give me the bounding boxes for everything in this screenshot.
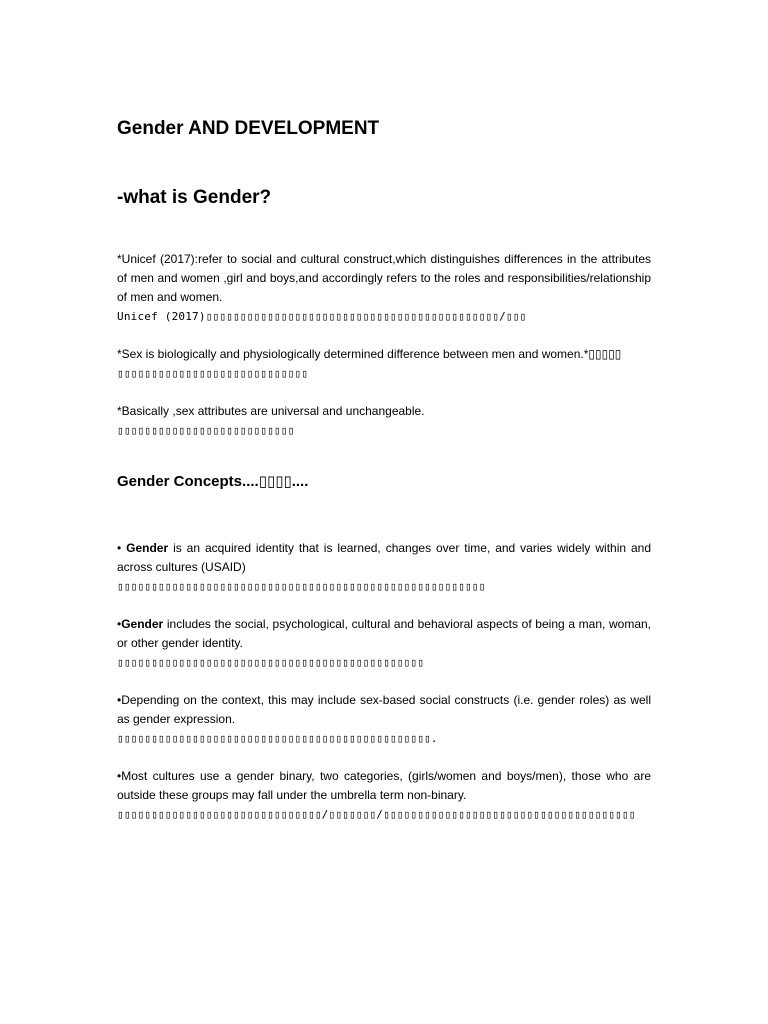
- bullet-2-text: includes the social, psychological, cultural and behavioral aspects of being a man, woman, or other gender identity.: [117, 617, 651, 650]
- gender-concept-bullet-1: [117, 539, 651, 596]
- sex-attributes-text: *Basically ,sex attributes are universal and unchangeable.: [117, 404, 425, 418]
- gender-concept-bullet-4: [117, 767, 651, 824]
- gender-term: Gender: [121, 617, 164, 631]
- unicef-definition-paragraph: [117, 250, 651, 326]
- gender-concept-bullet-2: [117, 615, 651, 672]
- bullet-1-text: is an acquired identity that is learned, changes over time, and varies widely within and across cultures (USAID): [117, 541, 651, 574]
- document-title: Gender AND DEVELOPMENT: [117, 118, 380, 139]
- sex-definition-translation: ▯▯▯▯▯▯▯▯▯▯▯▯▯▯▯▯▯▯▯▯▯▯▯▯▯▯▯▯: [117, 367, 309, 380]
- sex-attributes-paragraph: [117, 402, 651, 440]
- gender-concept-bullet-3: [117, 691, 651, 748]
- sex-definition-text: *Sex is biologically and physiologically determined difference between men and women.*▯▯▯▯▯: [117, 347, 622, 361]
- gender-concepts-heading: Gender Concepts....▯▯▯▯....: [117, 473, 309, 490]
- bullet-3-text: •Depending on the context, this may include sex-based social constructs (i.e. gender roles) as well as gender expression.: [117, 693, 651, 726]
- bullet-4-translation: ▯▯▯▯▯▯▯▯▯▯▯▯▯▯▯▯▯▯▯▯▯▯▯▯▯▯▯▯▯▯/▯▯▯▯▯▯▯/▯▯▯▯▯▯▯▯▯▯▯▯▯▯▯▯▯▯▯▯▯▯▯▯▯▯▯▯▯▯▯▯▯▯▯▯▯: [117, 808, 636, 821]
- bullet-marker: •: [117, 617, 122, 631]
- bullet-2-translation: ▯▯▯▯▯▯▯▯▯▯▯▯▯▯▯▯▯▯▯▯▯▯▯▯▯▯▯▯▯▯▯▯▯▯▯▯▯▯▯▯▯▯▯▯▯: [117, 656, 425, 669]
- bullet-3-translation: ▯▯▯▯▯▯▯▯▯▯▯▯▯▯▯▯▯▯▯▯▯▯▯▯▯▯▯▯▯▯▯▯▯▯▯▯▯▯▯▯▯▯▯▯▯▯.: [117, 732, 438, 745]
- bullet-4-text: •Most cultures use a gender binary, two categories, (girls/women and boys/men), those who are outside these groups may fall under the umbrella term non-binary.: [117, 769, 651, 802]
- bullet-1-translation: ▯▯▯▯▯▯▯▯▯▯▯▯▯▯▯▯▯▯▯▯▯▯▯▯▯▯▯▯▯▯▯▯▯▯▯▯▯▯▯▯▯▯▯▯▯▯▯▯▯▯▯▯▯▯: [117, 580, 486, 593]
- sex-definition-paragraph: [117, 345, 651, 383]
- sex-attributes-translation: ▯▯▯▯▯▯▯▯▯▯▯▯▯▯▯▯▯▯▯▯▯▯▯▯▯▯: [117, 424, 295, 437]
- gender-term: Gender: [126, 541, 169, 555]
- unicef-definition-translation: Unicef (2017)▯▯▯▯▯▯▯▯▯▯▯▯▯▯▯▯▯▯▯▯▯▯▯▯▯▯▯▯▯▯▯▯▯▯▯▯▯▯▯▯▯▯▯/▯▯▯: [117, 310, 527, 323]
- unicef-definition-text: *Unicef (2017):refer to social and cultural construct,which distinguishes differences in the attributes of men and women ,girl and boys,and accordingly refers to the roles and responsibilities/relationship of men and women.: [117, 252, 651, 304]
- bullet-marker: •: [117, 541, 127, 555]
- section-heading-what-is-gender: -what is Gender?: [117, 187, 272, 208]
